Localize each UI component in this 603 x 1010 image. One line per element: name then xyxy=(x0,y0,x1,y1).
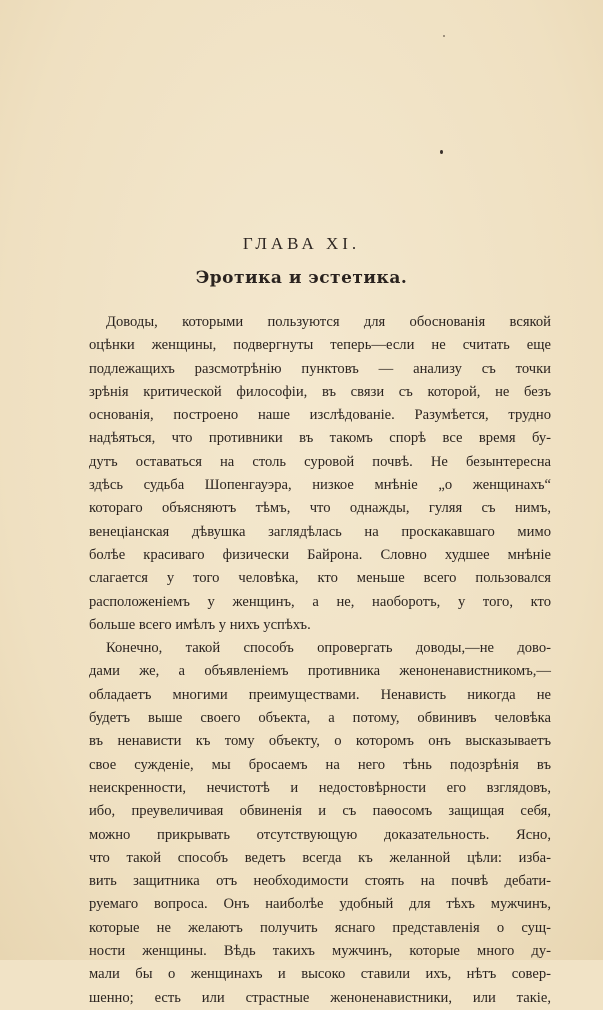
text-line: шенно; есть или страстные женоненавистники, или такіе, xyxy=(89,989,551,1006)
text-line: ибо, преувеличивая обвиненія и съ паѳосомъ защищая себя, xyxy=(89,803,551,820)
text-line: котораго объясняютъ тѣмъ, что однажды, гуляя съ нимъ, xyxy=(89,500,551,517)
text-line: надѣяться, что противники въ такомъ спорѣ все время бу- xyxy=(89,430,551,447)
text-line: здѣсь судьба Шопенгауэра, низкое мнѣніе „о женщинахъ“ xyxy=(89,477,551,494)
text-line: обладаетъ многими преимуществами. Ненависть никогда не xyxy=(89,686,551,703)
text-line: дами же, а объявленіемъ противника женоненавистникомъ,— xyxy=(89,663,551,680)
text-line: слагается у того человѣка, кто меньше всего пользовался xyxy=(89,570,551,587)
chapter-title: Эротика и эстетика. xyxy=(195,268,408,288)
chapter-heading: ГЛАВА XI. xyxy=(242,234,361,253)
text-line: оцѣнки женщины, подвергнуты теперь—если не считать еще xyxy=(89,337,551,354)
text-line: ности женщины. Вѣдь такихъ мужчинъ, которые много ду- xyxy=(89,943,551,960)
text-line: будетъ выше своего объекта, а потому, обвинивъ человѣка xyxy=(89,710,551,727)
ink-speck xyxy=(443,35,445,37)
text-line: подлежащихъ разсмотрѣнію пунктовъ — анализу съ точки xyxy=(89,360,551,377)
text-line: въ ненависти къ тому объекту, о которомъ онъ высказываетъ xyxy=(89,733,551,750)
ink-speck xyxy=(440,150,443,154)
text-line: мали бы о женщинахъ и высоко ставили ихъ, нѣтъ совер- xyxy=(89,966,551,983)
text-line: дутъ оставаться на столь суровой почвѣ. Не безынтересна xyxy=(89,453,551,470)
text-line: расположеніемъ у женщинъ, а не, наоборотъ, у того, кто xyxy=(89,593,551,610)
text-line: больше всего имѣлъ у нихъ успѣхъ. xyxy=(89,616,311,633)
body-text xyxy=(89,311,551,1010)
text-line: которые не желаютъ получить яснаго представленія о сущ- xyxy=(89,919,551,936)
text-line: болѣе красиваго физически Байрона. Словно худшее мнѣніе xyxy=(89,546,551,563)
text-line: руемаго вопроса. Онъ наиболѣе удобный для тѣхъ мужчинъ, xyxy=(89,896,551,913)
text-line: основанія, построено наше изслѣдованіе. Разумѣется, трудно xyxy=(89,407,551,424)
text-line: зрѣнія критической философіи, въ связи съ которой, не безъ xyxy=(89,383,551,400)
text-line: неискренности, нечистотѣ и недостовѣрности его взглядовъ, xyxy=(89,779,551,796)
text-line: Конечно, такой способъ опровергать доводы,—не дово- xyxy=(106,640,551,657)
text-line: можно прикрывать отсутствующую доказательность. Ясно, xyxy=(89,826,551,843)
text-line: что такой способъ ведетъ всегда къ желанной цѣли: изба- xyxy=(89,849,551,866)
text-line: свое сужденіе, мы бросаемъ на него тѣнь подозрѣнія въ xyxy=(89,756,551,773)
text-line: Доводы, которыми пользуются для обоснованія всякой xyxy=(106,314,551,330)
text-line: венеціанская дѣвушка заглядѣлась на проскакавшаго мимо xyxy=(89,523,551,540)
text-line: вить защитника отъ необходимости стоять на почвѣ дебати- xyxy=(89,873,551,890)
